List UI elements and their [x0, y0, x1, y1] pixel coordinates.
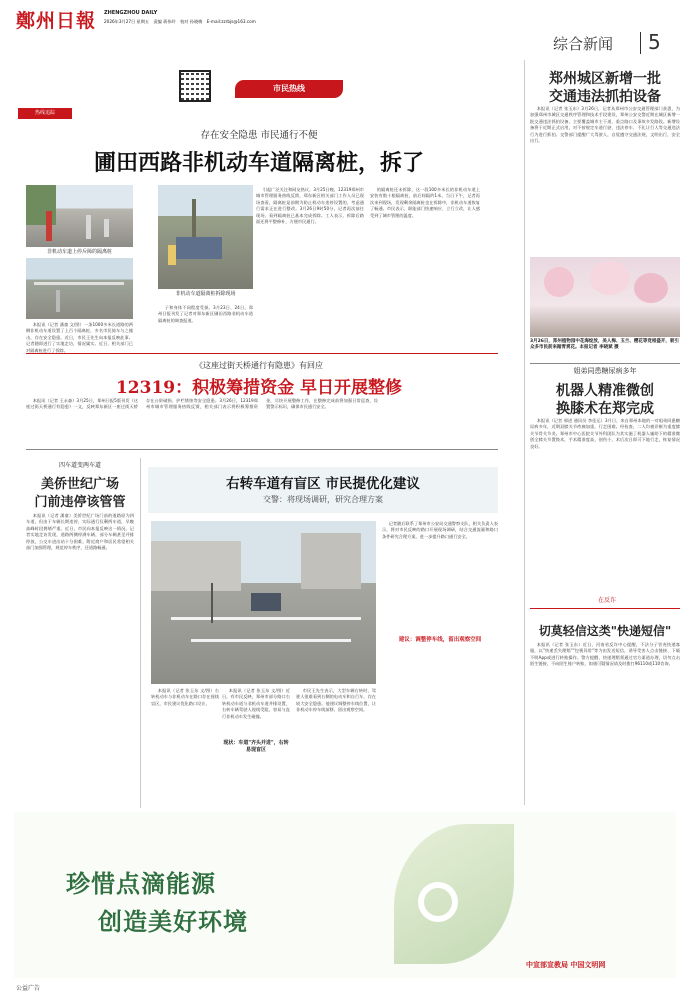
bike-col3-text: 记者随后联系了郑州市公安局交通警察支队，相关负责人表示，将对市民反映的路口开展现场调研，结合交通流量和路口条件研究合理方案，进一步提升路口通行安全。	[382, 521, 498, 539]
bike-col1-text: 本报讯（记者 张玉东 文/图）近日，有市民反映，郑州市部分路口右转机动车道与非机动车道并排设置，右转车辆驾驶人视线受阻，容易与直行非机动车发生碰撞。	[222, 688, 290, 719]
parking-body	[26, 513, 134, 805]
main-col4-text: 的隔离桩还未拆除，这一段100多米长的非机动车道上安装有数十根隔离桩，前后间隔约1米。当日下午，记者再次来到现场，发现剩余隔离桩也在拆除中，非机动车道恢复了畅通。市民表示，职能部门快速响应、立行立改，让人感受到了城市管理的温度。	[370, 187, 480, 218]
main-kicker: 存在安全隐患 市民通行不便	[200, 130, 318, 141]
main-col2	[158, 305, 253, 349]
parking-kicker: 四车道变两车道	[58, 462, 101, 469]
issue-date: 2026年3月27日 星期五	[104, 19, 150, 24]
footer-tag: 公益广告	[16, 985, 41, 992]
bike-subhead: 交警：将现场调研，研究合理方案	[263, 495, 383, 504]
energy-ad	[14, 812, 676, 978]
divider	[524, 60, 525, 805]
loans-body	[26, 398, 498, 443]
medical-headline-1: 机器人精准微创	[556, 383, 654, 399]
medical-headline-2: 换膝术在郑完成	[556, 401, 654, 417]
photo1-caption: 非机动车道上停斥障的隔离桩	[46, 249, 112, 255]
divider	[530, 363, 680, 364]
side-tag	[18, 108, 72, 119]
medical-body	[530, 418, 680, 588]
main-headline: 圃田西路非机动车道隔离桩，拆了	[93, 150, 424, 176]
blossom-caption: 3月26日，郑州植物园中花海绽放，美人梅、玉兰、樱花等竞相盛开，吸引众多市民前来踏青赏花。本报记者 李晓斌 摄	[530, 339, 679, 350]
bike-col2-text: 市民王先生表示，大型车辆右转时，驾驶人很难看到右侧的电动车和自行车，存在较大安全隐患。他建议调整停车线位置，让非机动车停车线前移，留出观察空间。	[296, 688, 376, 713]
loans-body-text: 本报讯（记者 王永森）3月25日，郑州日报5版刊发《这座过街天桥通行有隐患》一文，反映郑东新区一座过街天桥存在台阶破损、护栏锈蚀等安全隐患。3月26日，12319郑州市城市管理服务热线反馈，相关部门表示将积极筹措资金，尽快开展整修工作，在整修完成前将加强日常巡查，设置警示标识，确保市民通行安全。	[26, 398, 378, 410]
ad-line1: 珍惜点滴能源	[66, 869, 216, 898]
bike-sub1-text: 现状：车道"齐头并进"，右转易现盲区	[223, 740, 289, 753]
plug-icon	[418, 882, 458, 922]
parking-headline-1: 美侨世纪广场	[40, 477, 119, 492]
main-col2-text: 子和身体不同程度受损。3月23日、24日，郑州日报刊发了记者对郑东新区圃田西路非机动车道隔离桩的调查报道。	[158, 305, 253, 323]
bike-col3	[382, 521, 498, 631]
divider	[26, 353, 498, 354]
editor: 责编 蒋伟玲	[153, 19, 176, 24]
bike-photo-caption	[151, 688, 219, 806]
photo2-caption: 非机动车道隔离桩拆除现场	[175, 291, 236, 297]
bike-photo-caption-text: 本报讯（记者 张玉东 文/图）右转机动车与非机动车在路口存在视线盲区，市民建议优化路口设计。	[151, 688, 219, 706]
main-col3-text: 引起广泛关注和网友热议。3月25日晚，12319郑州市城市管理服务热线反馈，郑东新区相关部门工作人员已现场查看，隔离桩是前期为防止机动车违停设置的，考虑通行需求正在进行整改。3月26日9时50分，记者再次前往现场，看到隔离桩已基本完成拆除。工人表示，拆除后路面还将平整修补，方便市民通行。	[256, 187, 364, 225]
loans-kicker: 《这座过街天桥通行有隐患》有回应	[195, 361, 323, 370]
bike-sub2	[382, 636, 498, 644]
fraud-body-text: 本报讯（记者 张玉东）近日，河南省反诈中心提醒，不法分子冒充快递客服，以"快递丢失理赔""包裹异常"等为由发送短信，诱导受害人点击链接、下载不明App或进行转账操作。警方提醒，快递理赔须通过官方渠道办理，切勿点击陌生链接，不向陌生账户转账，如遇可疑情况请及时拨打96110或110咨询。	[530, 642, 680, 667]
publication-name: ZHENGZHOU DAILY	[104, 10, 158, 16]
bike-headline: 右转车道有盲区 市民提优化建议	[226, 476, 420, 492]
newspaper-logo: 鄭州日報	[16, 10, 97, 32]
qr-code	[179, 70, 211, 102]
divider	[26, 449, 498, 450]
right-body-text: 本报讯（记者 张玉东）3月26日，记者从郑州市公安交通管理部门获悉，为加强郑州市城区交通秩序管理和技术手段建设，郑州公安交警近期在城区新增一批交通违法抓拍设备，主要覆盖城市主干道、重点路口及事故多发路段。新增设备将于近期正式启用，对不按规定车道行驶、违法停车、不礼让行人等交通违法行为进行抓拍。交警部门提醒广大驾驶人，自觉遵守交通法规，文明出行，安全出行。	[530, 106, 680, 144]
main-col1-text: 本报讯（记者 潘童 文/图）一条1000多米长道路的两侧非机动车道设置了上百个隔离桩，多名市民骑车与之撞击，存在安全隐患。近日，市民王先生向本报反映此事。记者随即进行了实地走访，情况属实。近日，相关部门已对隔离桩进行了拆除。	[26, 322, 133, 353]
fraud-headline: 切莫轻信这类"快递短信"	[538, 624, 672, 638]
proofreader: 校对 孙晓梅	[180, 19, 203, 24]
divider	[530, 608, 680, 609]
masthead	[0, 0, 690, 60]
bike-col1	[222, 688, 290, 728]
section-name: 综合新闻	[553, 35, 614, 53]
email: E-mail:zzrbjs@163.com	[206, 19, 256, 24]
masthead-divider	[640, 32, 641, 54]
parking-headline-2: 门前违停该管管	[34, 495, 126, 510]
issue-info	[104, 19, 256, 25]
demolition-photo	[158, 185, 253, 289]
ad-credit: 中宣部宣教局 中国文明网	[526, 961, 606, 969]
right-headline-1: 郑州城区新增一批	[549, 71, 661, 87]
bike-col2	[296, 688, 376, 806]
street-photo	[26, 258, 133, 319]
main-col4	[370, 187, 480, 349]
right-body	[530, 106, 680, 256]
ad-line2: 创造美好环境	[98, 907, 248, 936]
parking-body-text: 本报讯（记者 潘童）美侨世纪广场门前的道路原为四车道，但由于车辆长期违停，实际通行仅剩两车道，早晚高峰时段拥堵严重。近日，市民向本报反映这一情况。记者实地走访发现，道路两侧停满车辆，部分车辆甚至并排停放，公交车进出站十分困难。附近商户和居民希望相关部门加强管理，规范停车秩序，还道路畅通。	[26, 513, 134, 551]
medical-kicker: 姐弟同患糖尿病多年	[573, 367, 637, 375]
medical-body-text: 本报讯（记者 邢进 通讯员 李佳运）3月日，来自郑州本地的一对姐弟同患糖尿病多年，近期双膝关节疼痛加重，行走困难。经检查，二人均被诊断为重度膝关节骨关节炎。郑州市中心医院关节外科团队为其实施了机器人辅助下的精准微创全膝关节置换术，手术精准度高，创伤小，术后次日即可下地行走，恢复情况良好。	[530, 418, 680, 449]
fraud-tag-text: 在反诈	[598, 597, 617, 604]
divider	[140, 458, 141, 808]
fraud-tag	[598, 596, 658, 606]
main-col3	[256, 187, 364, 349]
loans-headline: 12319：积极筹措资金 早日开展整修	[115, 378, 403, 398]
bike-sub2-text: 建议：调整停车线，留出观察空间	[398, 637, 482, 643]
column-banner-label: 市民热线	[273, 84, 305, 93]
column-banner	[235, 80, 343, 98]
blossom-photo	[530, 257, 680, 337]
page-number: 5	[648, 30, 661, 54]
bollards-photo	[26, 185, 133, 247]
side-tag-label: 热线追踪	[34, 110, 55, 116]
intersection-photo	[151, 521, 376, 684]
bike-sub1	[222, 740, 290, 754]
right-headline-2: 交通违法抓拍设备	[549, 89, 661, 105]
fraud-body	[530, 642, 680, 805]
